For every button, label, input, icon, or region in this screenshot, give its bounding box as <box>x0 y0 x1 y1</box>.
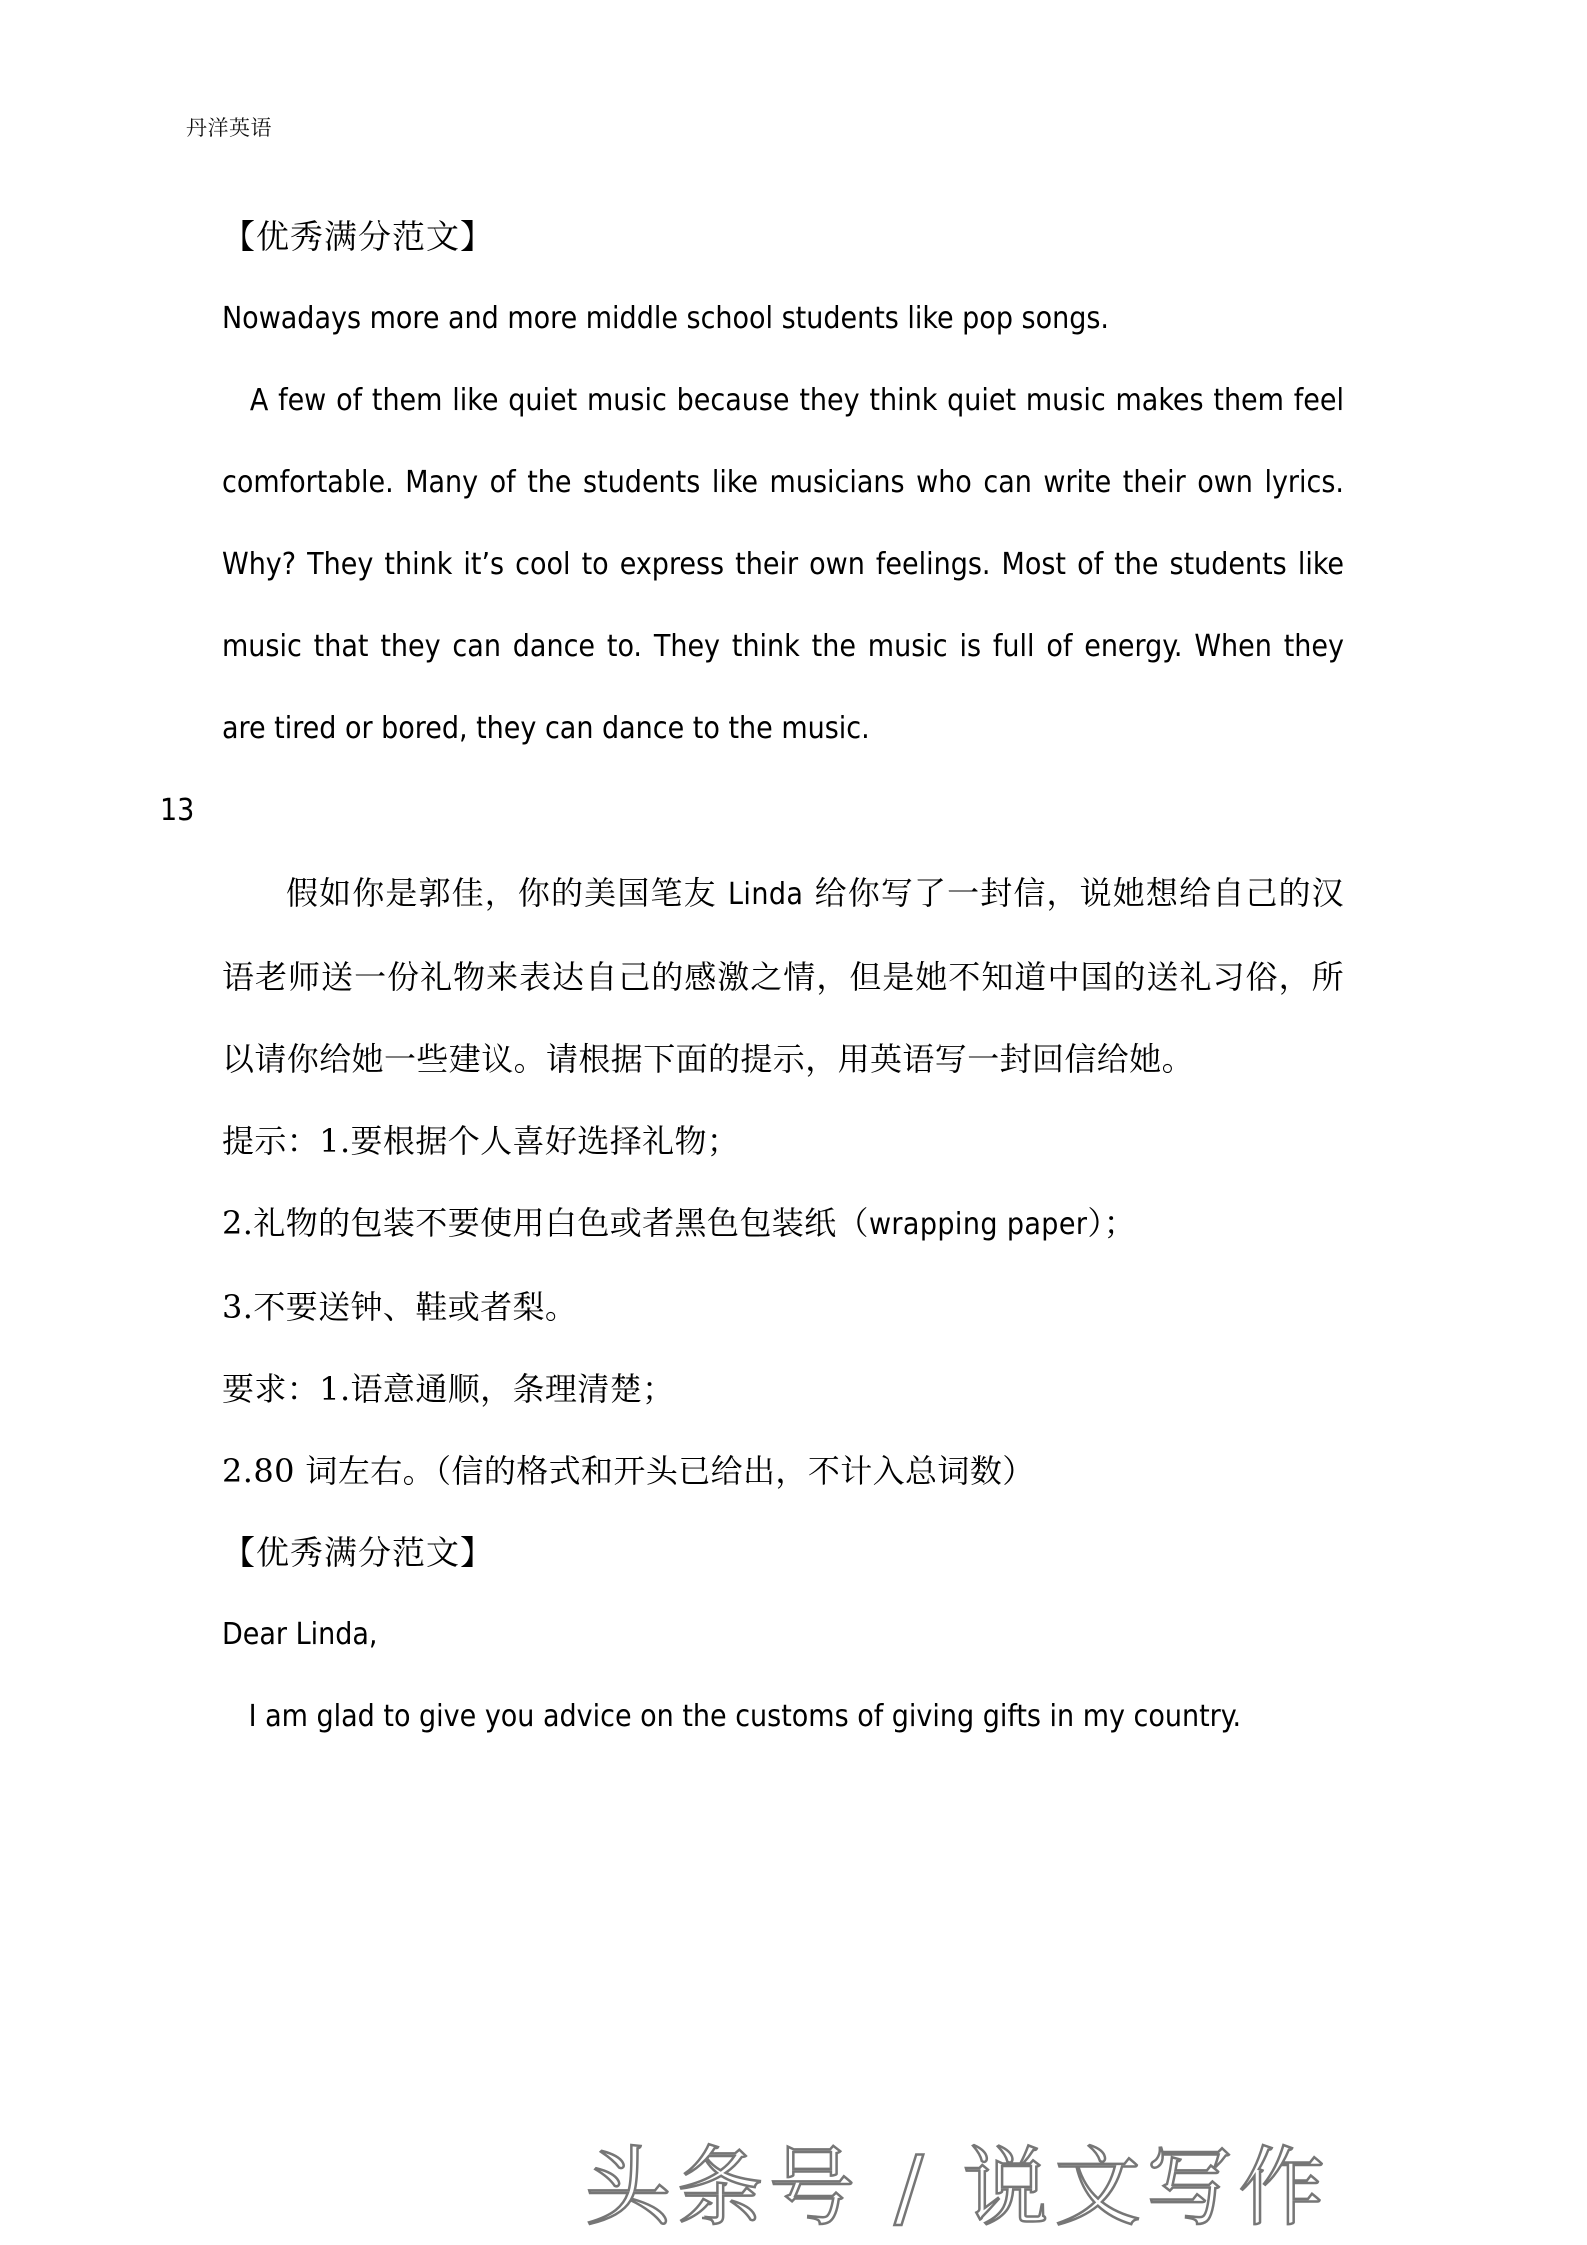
model-essay-heading-second: 【优秀满分范文】 <box>222 1533 494 1572</box>
document-header-label: 丹洋英语 <box>186 116 272 140</box>
prompt-text-suffix: 给你写了一封信，说她想给自己的汉语老师送一份礼物来表达自己的感激之情，但是她不知道中国的送礼习俗，所以请你给她一些建议。请根据下面的提示，用英语写一封回信给她。 <box>222 874 1344 1078</box>
hint-2-prefix: 2.礼物的包装不要使用白色或者黑色包装纸（ <box>222 1204 869 1242</box>
hint-2-suffix: ）； <box>1087 1204 1137 1242</box>
prompt-paragraph <box>222 852 1344 1100</box>
letter-salutation: Dear Linda, <box>222 1617 378 1652</box>
hint-line-2 <box>222 1182 1344 1266</box>
model-essay-heading-first: 【优秀满分范文】 <box>222 217 494 256</box>
watermark: 头条号 / 说文写作 <box>585 2138 1331 2238</box>
requirement-line-2: 2.80 词左右。（信的格式和开头已给出，不计入总词数） <box>222 1452 1035 1490</box>
hint-line-1: 提示：1.要根据个人喜好选择礼物； <box>222 1122 740 1160</box>
hint-2-latin-term: wrapping paper <box>868 1207 1088 1242</box>
hint-line-3: 3.不要送钟、鞋或者梨。 <box>222 1288 578 1326</box>
document-body <box>160 196 1353 1758</box>
essay-paragraph-intro: Nowadays more and more middle school students like pop songs. <box>222 301 1109 336</box>
letter-body-paragraph: I am glad to give you advice on the customs of giving gifts in my country. <box>240 1699 1242 1734</box>
prompt-penfriend-name: Linda <box>728 877 804 912</box>
essay-paragraph-body: A few of them like quiet music because they think quiet music makes them feel comfortable. Many of the students like musicians who can write their own lyrics. Why? They think it’s cool to express their own feelings. Most of the students like music that they can dance to. They think the music is full of energy. When they are tired or bored, they can dance to the music. <box>222 383 1353 746</box>
question-number: 13 <box>160 793 195 828</box>
prompt-text-prefix: 假如你是郭佳，你的美国笔友 <box>286 874 728 912</box>
requirement-line-1: 要求：1.语意通顺，条理清楚； <box>222 1370 675 1408</box>
